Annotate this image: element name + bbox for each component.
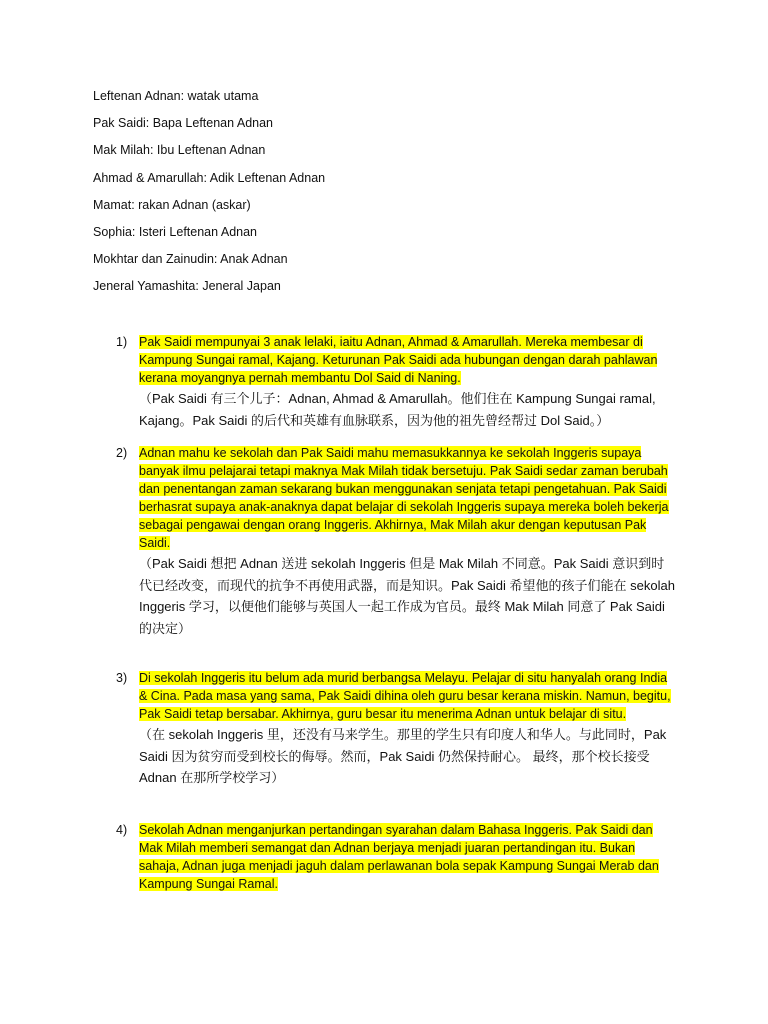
list-item [116, 669, 675, 789]
character-list [93, 86, 693, 304]
character-entry: Ahmad & Amarullah: Adik Leftenan Adnan [93, 170, 326, 185]
item-number: 3) [116, 671, 128, 685]
highlighted-malay-text: Pak Saidi mempunyai 3 anak lelaki, iaitu Adnan, Ahmad & Amarullah. Mereka membesar di Kampung Sungai ramal, Kajang. Keturunan Pak Saidi ada hubungan dengan darah pahlawan kerana moyangnya pernah membantu Dol Said di Naning. [139, 335, 658, 385]
character-entry: Jeneral Yamashita: Jeneral Japan [93, 279, 281, 294]
character-entry: Mak Milah: Ibu Leftenan Adnan [93, 143, 266, 158]
list-item [116, 821, 675, 893]
list-item [116, 333, 675, 431]
item-number: 2) [116, 446, 128, 460]
character-entry: Pak Saidi: Bapa Leftenan Adnan [93, 116, 274, 131]
list-item [116, 444, 675, 639]
character-entry: Mokhtar dan Zainudin: Anak Adnan [93, 252, 288, 267]
character-entry: Leftenan Adnan: watak utama [93, 89, 259, 103]
chinese-translation: （Pak Saidi 有三个儿子：Adnan, Ahmad & Amarullah。他们住在 Kampung Sungai ramal, Kajang。Pak Saidi 的后代和英雄有血脉联系，因为他的祖先曾经帮过 Dol Said。） [139, 391, 656, 428]
character-entry: Sophia: Isteri Leftenan Adnan [93, 224, 258, 239]
character-entry: Mamat: rakan Adnan (askar) [93, 197, 251, 212]
item-number: 4) [116, 823, 128, 837]
highlighted-malay-text: Sekolah Adnan menganjurkan pertandingan syarahan dalam Bahasa Inggeris. Pak Saidi dan Mak Milah memberi semangat dan Adnan berjaya menjadi juaran pertandingan itu. Bukan sahaja, Adnan juga menjadi jaguh dalam perlawanan bola sepak Kampung Sungai Merab dan Kampung Sungai Ramal. [139, 823, 659, 891]
item-number: 1) [116, 335, 128, 349]
highlighted-malay-text: Di sekolah Inggeris itu belum ada murid berbangsa Melayu. Pelajar di situ hanyalah orang India & Cina. Pada masa yang sama, Pak Saidi dihina oleh guru besar kerana miskin. Namun, begitu, Pak Saidi tetap bersabar. Akhirnya, guru besar itu menerima Adnan untuk belajar di situ. [139, 671, 671, 721]
highlighted-malay-text: Adnan mahu ke sekolah dan Pak Saidi mahu memasukkannya ke sekolah Inggeris supaya banyak ilmu pelajarai tetapi maknya Mak Milah tidak bersetuju. Pak Saidi sedar zaman berubah dan penentangan zaman sekarang bukan menggunakan senjata tetapi pengetahuan. Pak Saidi berhasrat supaya anak-anaknya dapat belajar di sekolah Inggeris supaya mereka boleh bekerja sebagai pengawai dengan orang Inggeris. Akhirnya, Mak Milah akur dengan keputusan Pak Saidi. [139, 446, 669, 550]
chinese-translation: （Pak Saidi 想把 Adnan 送进 sekolah Inggeris 但是 Mak Milah 不同意。Pak Saidi 意识到时代已经改变，而现代的抗争不再使用武器，而是知识。Pak Saidi 希望他的孩子们能在 sekolah Inggeris 学习，以便他们能够与英国人一起工作成为官员。最终 Mak Milah 同意了 Pak Saidi 的决定） [139, 556, 675, 636]
chinese-translation: （在 sekolah Inggeris 里，还没有马来学生。那里的学生只有印度人和华人。与此同时，Pak Saidi 因为贫穷而受到校长的侮辱。然而，Pak Saidi 仍然保持耐心。 最终，那个校长接受 Adnan 在那所学校学习） [139, 727, 667, 785]
